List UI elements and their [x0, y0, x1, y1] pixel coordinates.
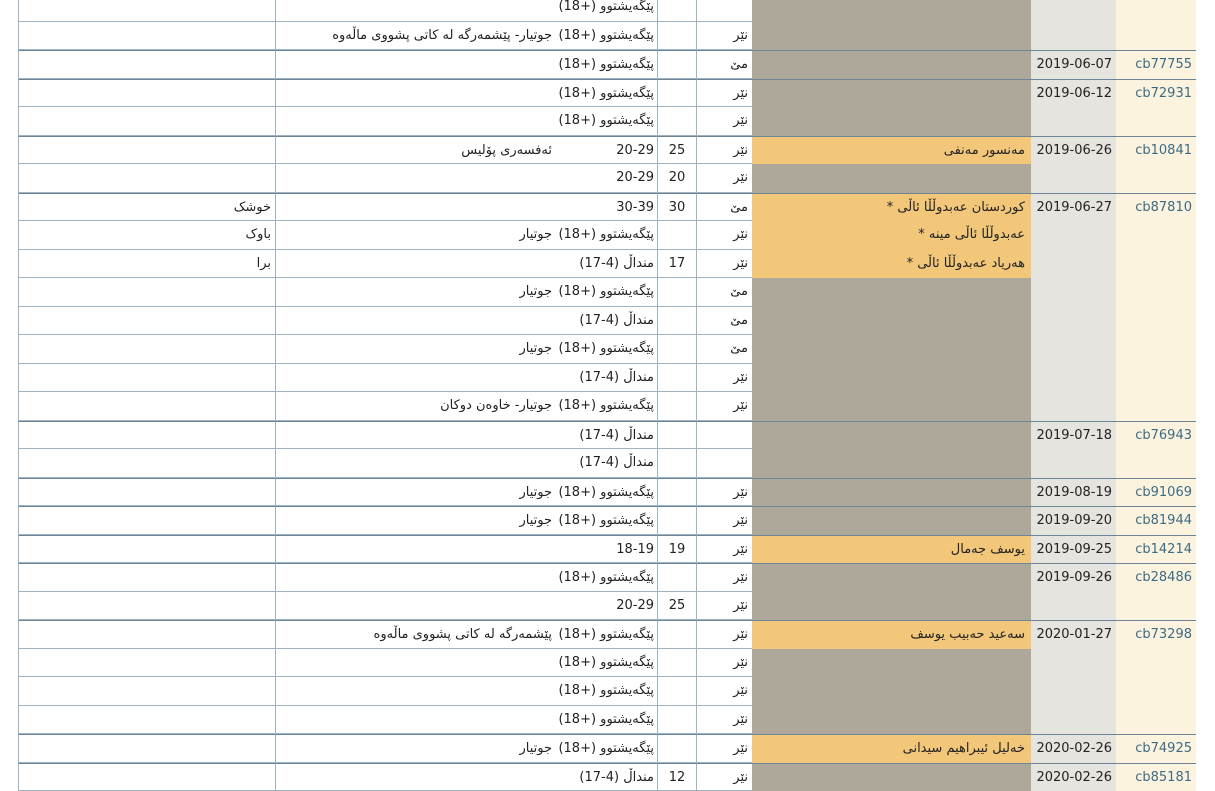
record-id-cell[interactable] [1116, 706, 1196, 735]
age-group-cell[interactable]: پێگەیشتوو (+18) [556, 50, 657, 79]
date-cell[interactable]: 2019-08-19 [1031, 478, 1116, 507]
name-cell[interactable] [752, 0, 1031, 22]
age-cell[interactable] [657, 307, 696, 336]
age-cell[interactable]: 25 [657, 136, 696, 165]
record-id-cell[interactable]: cb73298 [1116, 620, 1196, 649]
gender-cell[interactable]: مێ [696, 193, 752, 222]
relation-cell[interactable] [18, 478, 275, 507]
gender-cell[interactable]: مێ [696, 50, 752, 79]
name-cell[interactable] [752, 563, 1031, 592]
age-cell[interactable] [657, 79, 696, 108]
record-id-cell[interactable] [1116, 392, 1196, 421]
table-row [0, 734, 1215, 763]
name-cell[interactable] [752, 478, 1031, 507]
name-cell[interactable]: کوردستان عەبدوڵڵا ئاڵی * [752, 193, 1031, 222]
record-id-cell[interactable]: cb85181 [1116, 763, 1196, 791]
gender-cell[interactable] [696, 421, 752, 450]
relation-cell[interactable]: برا [18, 250, 275, 279]
date-cell[interactable] [1031, 307, 1116, 336]
gender-cell[interactable]: نێر [696, 392, 752, 421]
gender-cell[interactable]: نێر [696, 107, 752, 136]
record-id-cell[interactable]: cb14214 [1116, 535, 1196, 564]
relation-cell[interactable] [18, 0, 275, 22]
date-cell[interactable] [1031, 592, 1116, 621]
name-cell[interactable]: خەلیل ئیبراهیم سیدانی [752, 734, 1031, 763]
age-cell[interactable]: 19 [657, 535, 696, 564]
name-cell[interactable] [752, 107, 1031, 136]
gender-cell[interactable]: نێر [696, 506, 752, 535]
age-group-cell[interactable]: پێگەیشتوو (+18) [556, 734, 657, 763]
record-id-cell[interactable]: cb28486 [1116, 563, 1196, 592]
age-group-cell[interactable]: 30-39 [556, 193, 657, 222]
age-cell[interactable] [657, 620, 696, 649]
gender-cell[interactable]: نێر [696, 734, 752, 763]
table-row [0, 706, 1215, 735]
age-group-cell[interactable]: منداڵ (4-17) [556, 364, 657, 393]
table-row [0, 278, 1215, 307]
relation-cell[interactable] [18, 22, 275, 51]
name-cell[interactable] [752, 421, 1031, 450]
table-row [0, 22, 1215, 51]
relation-cell[interactable] [18, 364, 275, 393]
record-id-cell[interactable] [1116, 649, 1196, 678]
occupation-cell[interactable] [275, 535, 556, 564]
age-group-cell[interactable]: پێگەیشتوو (+18) [556, 79, 657, 108]
occupation-cell[interactable]: جوتیار [275, 335, 556, 364]
age-cell[interactable]: 12 [657, 763, 696, 791]
name-cell[interactable] [752, 592, 1031, 621]
name-cell[interactable]: عەبدوڵڵا ئاڵی مینە * [752, 221, 1031, 250]
record-id-cell[interactable] [1116, 449, 1196, 478]
name-cell[interactable]: مەنسور مەنفی [752, 136, 1031, 165]
record-id-cell[interactable] [1116, 677, 1196, 706]
relation-cell[interactable] [18, 278, 275, 307]
table-row [0, 421, 1215, 450]
age-group-cell[interactable]: پێگەیشتوو (+18) [556, 677, 657, 706]
gender-cell[interactable]: مێ [696, 278, 752, 307]
relation-cell[interactable] [18, 535, 275, 564]
age-group-cell[interactable]: منداڵ (4-17) [556, 763, 657, 791]
age-cell[interactable]: 30 [657, 193, 696, 222]
age-group-cell[interactable]: منداڵ (4-17) [556, 421, 657, 450]
relation-cell[interactable] [18, 335, 275, 364]
table-row [0, 506, 1215, 535]
age-cell[interactable] [657, 734, 696, 763]
age-group-cell[interactable]: 20-29 [556, 592, 657, 621]
name-cell[interactable] [752, 449, 1031, 478]
table-row [0, 50, 1215, 79]
relation-cell[interactable] [18, 734, 275, 763]
age-group-cell[interactable]: پێگەیشتوو (+18) [556, 506, 657, 535]
relation-cell[interactable]: باوک [18, 221, 275, 250]
occupation-cell[interactable]: جوتیار [275, 278, 556, 307]
relation-cell[interactable] [18, 50, 275, 79]
name-cell[interactable] [752, 335, 1031, 364]
age-group-cell[interactable]: پێگەیشتوو (+18) [556, 478, 657, 507]
age-group-cell[interactable]: پێگەیشتوو (+18) [556, 107, 657, 136]
age-group-cell[interactable]: 18-19 [556, 535, 657, 564]
relation-cell[interactable] [18, 107, 275, 136]
date-cell[interactable] [1031, 706, 1116, 735]
gender-cell[interactable]: نێر [696, 136, 752, 165]
gender-cell[interactable]: نێر [696, 706, 752, 735]
name-cell[interactable] [752, 79, 1031, 108]
occupation-cell[interactable]: جوتیار [275, 506, 556, 535]
age-group-cell[interactable]: منداڵ (4-17) [556, 250, 657, 279]
relation-cell[interactable] [18, 136, 275, 165]
record-id-cell[interactable] [1116, 250, 1196, 279]
occupation-cell[interactable] [275, 563, 556, 592]
name-cell[interactable]: سەعید حەبیب یوسف [752, 620, 1031, 649]
occupation-cell[interactable] [275, 50, 556, 79]
age-cell[interactable] [657, 563, 696, 592]
relation-cell[interactable] [18, 307, 275, 336]
date-cell[interactable] [1031, 221, 1116, 250]
date-cell[interactable] [1031, 250, 1116, 279]
table-row [0, 620, 1215, 649]
occupation-cell[interactable]: ئەفسەری پۆلیس [275, 136, 556, 165]
table-row [0, 193, 1215, 222]
age-cell[interactable] [657, 335, 696, 364]
age-group-cell[interactable]: پێگەیشتوو (+18) [556, 392, 657, 421]
name-cell[interactable] [752, 164, 1031, 193]
gender-cell[interactable] [696, 0, 752, 22]
relation-cell[interactable] [18, 620, 275, 649]
date-cell[interactable]: 2019-06-12 [1031, 79, 1116, 108]
record-id-cell[interactable] [1116, 22, 1196, 51]
table-row [0, 136, 1215, 165]
name-cell[interactable] [752, 307, 1031, 336]
occupation-cell[interactable] [275, 649, 556, 678]
table-row [0, 535, 1215, 564]
occupation-cell[interactable] [275, 421, 556, 450]
occupation-cell[interactable]: جوتیار [275, 221, 556, 250]
age-cell[interactable] [657, 449, 696, 478]
name-cell[interactable]: یوسف جەمال [752, 535, 1031, 564]
date-cell[interactable] [1031, 364, 1116, 393]
name-cell[interactable] [752, 649, 1031, 678]
record-id-cell[interactable] [1116, 221, 1196, 250]
occupation-cell[interactable] [275, 307, 556, 336]
table-row [0, 335, 1215, 364]
age-group-cell[interactable]: پێگەیشتوو (+18) [556, 563, 657, 592]
table-row [0, 107, 1215, 136]
date-cell[interactable] [1031, 449, 1116, 478]
record-id-cell[interactable]: cb87810 [1116, 193, 1196, 222]
date-cell[interactable]: 2020-02-26 [1031, 734, 1116, 763]
relation-cell[interactable] [18, 164, 275, 193]
table-row [0, 677, 1215, 706]
date-cell[interactable] [1031, 649, 1116, 678]
record-id-cell[interactable] [1116, 278, 1196, 307]
age-cell[interactable] [657, 107, 696, 136]
gender-cell[interactable]: نێر [696, 478, 752, 507]
date-cell[interactable] [1031, 335, 1116, 364]
name-cell[interactable]: هەریاد عەبدوڵڵا ئاڵی * [752, 250, 1031, 279]
name-cell[interactable] [752, 677, 1031, 706]
relation-cell[interactable] [18, 79, 275, 108]
relation-cell[interactable]: خوشک [18, 193, 275, 222]
record-id-cell[interactable] [1116, 107, 1196, 136]
table-row [0, 221, 1215, 250]
occupation-cell[interactable] [275, 107, 556, 136]
name-cell[interactable] [752, 50, 1031, 79]
table-row [0, 307, 1215, 336]
age-group-cell[interactable]: پێگەیشتوو (+18) [556, 221, 657, 250]
gender-cell[interactable]: نێر [696, 22, 752, 51]
name-cell[interactable] [752, 22, 1031, 51]
name-cell[interactable] [752, 706, 1031, 735]
date-cell[interactable]: 2019-06-26 [1031, 136, 1116, 165]
gender-cell[interactable] [696, 449, 752, 478]
date-cell[interactable]: 2019-09-26 [1031, 563, 1116, 592]
occupation-cell[interactable] [275, 164, 556, 193]
date-cell[interactable]: 2020-02-26 [1031, 763, 1116, 791]
date-cell[interactable] [1031, 164, 1116, 193]
age-cell[interactable] [657, 677, 696, 706]
gender-cell[interactable]: نێر [696, 79, 752, 108]
age-group-cell[interactable]: پێگەیشتوو (+18) [556, 335, 657, 364]
gender-cell[interactable]: نێر [696, 763, 752, 791]
age-group-cell[interactable]: 20-29 [556, 164, 657, 193]
age-cell[interactable] [657, 50, 696, 79]
age-group-cell[interactable]: منداڵ (4-17) [556, 307, 657, 336]
gender-cell[interactable]: نێر [696, 563, 752, 592]
gender-cell[interactable]: نێر [696, 620, 752, 649]
name-cell[interactable] [752, 392, 1031, 421]
gender-cell[interactable]: نێر [696, 364, 752, 393]
age-group-cell[interactable]: 20-29 [556, 136, 657, 165]
age-cell[interactable]: 20 [657, 164, 696, 193]
gender-cell[interactable]: نێر [696, 250, 752, 279]
age-cell[interactable] [657, 278, 696, 307]
age-cell[interactable] [657, 221, 696, 250]
age-group-cell[interactable]: پێگەیشتوو (+18) [556, 649, 657, 678]
gender-cell[interactable]: نێر [696, 649, 752, 678]
occupation-cell[interactable] [275, 677, 556, 706]
age-cell[interactable] [657, 364, 696, 393]
gender-cell[interactable]: نێر [696, 592, 752, 621]
name-cell[interactable] [752, 506, 1031, 535]
record-id-cell[interactable] [1116, 592, 1196, 621]
age-cell[interactable]: 25 [657, 592, 696, 621]
age-group-cell[interactable]: پێگەیشتوو (+18) [556, 22, 657, 51]
date-cell[interactable]: 2019-07-18 [1031, 421, 1116, 450]
date-cell[interactable] [1031, 107, 1116, 136]
occupation-cell[interactable]: جوتیار- خاوەن دوکان [275, 392, 556, 421]
occupation-cell[interactable]: جوتیار [275, 734, 556, 763]
occupation-cell[interactable] [275, 79, 556, 108]
record-id-cell[interactable]: cb74925 [1116, 734, 1196, 763]
occupation-cell[interactable] [275, 193, 556, 222]
table-row [0, 0, 1215, 22]
record-id-cell[interactable] [1116, 335, 1196, 364]
table-row [0, 649, 1215, 678]
relation-cell[interactable] [18, 592, 275, 621]
relation-cell[interactable] [18, 421, 275, 450]
table-row [0, 392, 1215, 421]
age-group-cell[interactable]: منداڵ (4-17) [556, 449, 657, 478]
age-group-cell[interactable]: پێگەیشتوو (+18) [556, 0, 657, 22]
record-id-cell[interactable] [1116, 164, 1196, 193]
relation-cell[interactable] [18, 649, 275, 678]
relation-cell[interactable] [18, 563, 275, 592]
date-cell[interactable] [1031, 392, 1116, 421]
occupation-cell[interactable] [275, 706, 556, 735]
age-cell[interactable] [657, 478, 696, 507]
occupation-cell[interactable]: جوتیار [275, 478, 556, 507]
age-cell[interactable] [657, 506, 696, 535]
gender-cell[interactable]: نێر [696, 677, 752, 706]
record-id-cell[interactable]: cb76943 [1116, 421, 1196, 450]
relation-cell[interactable] [18, 677, 275, 706]
age-group-cell[interactable]: پێگەیشتوو (+18) [556, 706, 657, 735]
date-cell[interactable]: 2019-06-27 [1031, 193, 1116, 222]
table-row [0, 592, 1215, 621]
age-cell[interactable]: 17 [657, 250, 696, 279]
occupation-cell[interactable] [275, 592, 556, 621]
occupation-cell[interactable] [275, 364, 556, 393]
record-id-cell[interactable]: cb10841 [1116, 136, 1196, 165]
age-group-cell[interactable]: پێگەیشتوو (+18) [556, 620, 657, 649]
record-id-cell[interactable]: cb72931 [1116, 79, 1196, 108]
record-id-cell[interactable] [1116, 307, 1196, 336]
occupation-cell[interactable]: پێشمەرگە لە کاتی پشووی ماڵەوە [275, 620, 556, 649]
occupation-cell[interactable] [275, 449, 556, 478]
age-group-cell[interactable]: پێگەیشتوو (+18) [556, 278, 657, 307]
date-cell[interactable]: 2019-06-07 [1031, 50, 1116, 79]
table-row [0, 364, 1215, 393]
gender-cell[interactable]: نێر [696, 164, 752, 193]
record-id-cell[interactable]: cb91069 [1116, 478, 1196, 507]
relation-cell[interactable] [18, 392, 275, 421]
occupation-cell[interactable] [275, 0, 556, 22]
record-id-cell[interactable]: cb77755 [1116, 50, 1196, 79]
record-id-cell[interactable]: cb81944 [1116, 506, 1196, 535]
age-cell[interactable] [657, 392, 696, 421]
table-row [0, 164, 1215, 193]
date-cell[interactable] [1031, 278, 1116, 307]
record-id-cell[interactable] [1116, 0, 1196, 22]
date-cell[interactable] [1031, 22, 1116, 51]
date-cell[interactable]: 2020-01-27 [1031, 620, 1116, 649]
age-cell[interactable] [657, 706, 696, 735]
occupation-cell[interactable]: جوتیار- پێشمەرگە لە کاتی پشووی ماڵەوە [275, 22, 556, 51]
age-cell[interactable] [657, 22, 696, 51]
name-cell[interactable] [752, 278, 1031, 307]
relation-cell[interactable] [18, 706, 275, 735]
occupation-cell[interactable] [275, 250, 556, 279]
table-row [0, 250, 1215, 279]
age-cell[interactable] [657, 649, 696, 678]
name-cell[interactable] [752, 364, 1031, 393]
table-row [0, 449, 1215, 478]
relation-cell[interactable] [18, 449, 275, 478]
gender-cell[interactable]: نێر [696, 221, 752, 250]
table-row [0, 478, 1215, 507]
gender-cell[interactable]: مێ [696, 307, 752, 336]
gender-cell[interactable]: مێ [696, 335, 752, 364]
gender-cell[interactable]: نێر [696, 535, 752, 564]
record-id-cell[interactable] [1116, 364, 1196, 393]
relation-cell[interactable] [18, 506, 275, 535]
age-cell[interactable] [657, 421, 696, 450]
age-cell[interactable] [657, 0, 696, 22]
table-row [0, 563, 1215, 592]
table-row [0, 79, 1215, 108]
date-cell[interactable]: 2019-09-25 [1031, 535, 1116, 564]
date-cell[interactable] [1031, 677, 1116, 706]
date-cell[interactable]: 2019-09-20 [1031, 506, 1116, 535]
date-cell[interactable] [1031, 0, 1116, 22]
